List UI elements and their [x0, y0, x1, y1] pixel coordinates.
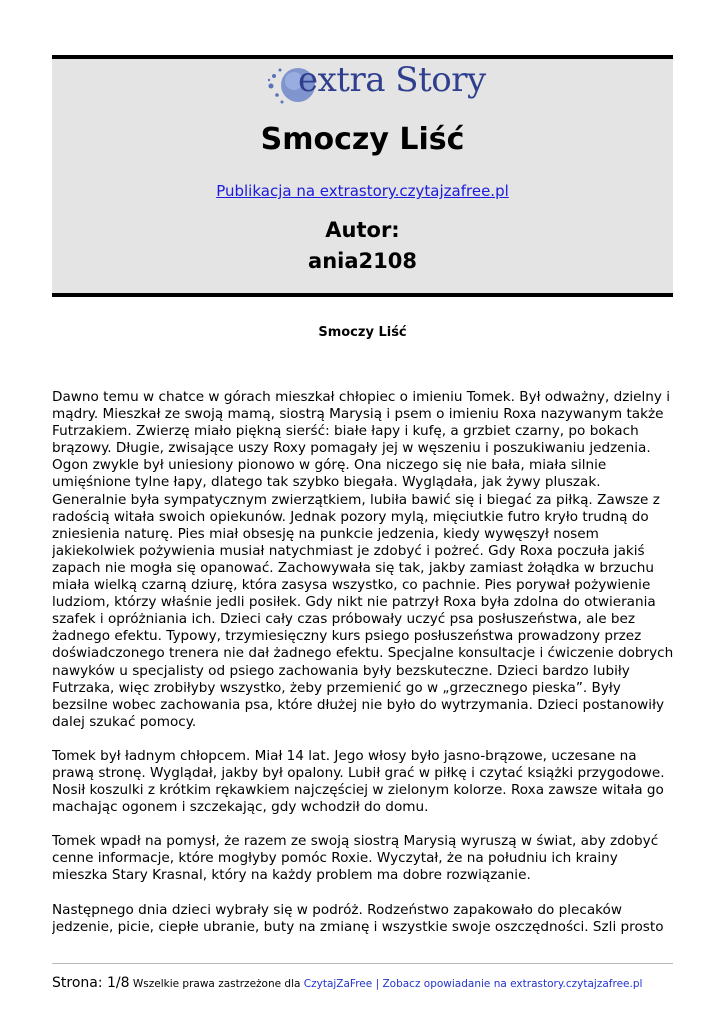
- rights-text: Wszelkie prawa zastrzeżone dla: [132, 978, 301, 990]
- footer-separator: |: [375, 978, 380, 990]
- site-name-link[interactable]: CzytajZaFree: [303, 978, 373, 990]
- story-paragraph: Tomek był ładnym chłopcem. Miał 14 lat. Jego włosy było jasno-brązowe, uczesane na prawą stronę. Wyglądał, jakby był opalony. Lubił grać w piłkę i czytać książki przygodowe. Nosił koszulki z krótkim rękawkiem najczęściej w zielonym kolorze. Roxa zawsze witała go machając ogonem i szczekając, gdy wchodził do domu.: [52, 747, 665, 816]
- extra-story-logo: [268, 60, 486, 110]
- author-name: ania2108: [308, 249, 417, 273]
- publication-link[interactable]: Publikacja na extrastory.czytajzafree.pl: [216, 182, 509, 200]
- document-title: Smoczy Liść: [260, 122, 465, 157]
- story-body: [52, 389, 674, 951]
- story-paragraph: Tomek wpadł na pomysł, że razem ze swoją siostrą Marysią wyruszą w świat, aby zdobyć cenne informacje, które mogłyby pomóc Roxie. Wyczytał, że na południu ich krainy mieszka Stary Krasnal, który na każdy problem ma dobre rozwiązanie.: [52, 833, 659, 884]
- story-paragraph: Następnego dnia dzieci wybrały się w podróż. Rodzeństwo zapakowało do plecaków jedzenie, picie, ciepłe ubranie, buty na zmianę i wszystkie swoje oszczędności. Szli prosto: [52, 901, 664, 935]
- footer-divider: [52, 963, 673, 964]
- read-story-link[interactable]: Zobacz opowiadanie na extrastory.czytajzafree.pl: [382, 978, 643, 990]
- story-paragraph: Dawno temu w chatce w górach mieszkał chłopiec o imieniu Tomek. Był odważny, dzielny i mądry. Mieszkał ze swoją mamą, siostrą Marysią i psem o imieniu Roxa nazywanym także Futrzakiem. Zwierzę miało piękną sierść: białe łapy i kufę, a grzbiet czarny, po bokach brązowy. Długie, zwisające uszy Roxy pomagały jej w węszeniu i poszukiwaniu jedzenia. Ogon zwykle był uniesiony pionowo w górę. Ona niczego się nie bała, miała silnie umięśnione tylne łapy, dlatego tak szybko biegała. Wyglądała, jak żywy pluszak. Generalnie była sympatycznym zwierzątkiem, lubiła bawić się i biegać za piłką. Zawsze z radością witała swoich opiekunów. Jednak pozory mylą, mięciutkie futro kryło trudną do zniesienia naturę. Pies miał obsesję na punkcie jedzenia, kiedy wywęszył nosem jakiekolwiek pożywienia musiał natychmiast je zdobyć i pożreć. Gdy Roxa poczuła jakiś zapach nie mogła się opanować. Zachowywała się tak, jakby zamiast żołądka w brzuchu miała wielką czarną dziurę, która zasysa wszystko, co pachnie. Pies porywał pożywienie ludziom, którzy właśnie jedli posiłek. Gdy nikt nie patrzył Roxa była zdolna do otwierania szafek i opróżniania ich. Dzieci cały czas próbowały uczyć psa posłuszeństwa, ale bez żadnego efektu. Typowy, trzymiesięczny kurs psiego posłuszeństwa prowadzony przez doświadczonego trenera nie dał żadnego efektu. Specjalne konsultacje i ćwiczenie dobrych nawyków u specjalisty od psiego zachowania były bezskuteczne. Dzieci bardzo lubiły Futrzaka, więc zrobiłyby wszystko, żeby przemienić go w „grzecznego pieska”. Były bezsilne wobec zachowania psa, które dłużej nie było do wytrzymania. Dzieci postanowiły dalej szukać pomocy.: [52, 389, 674, 730]
- page-footer: [52, 975, 692, 991]
- logo-text: extra Story: [298, 60, 486, 100]
- page-number: Strona: 1/8: [52, 975, 130, 991]
- author-label: Autor:: [325, 218, 400, 242]
- story-title: Smoczy Liść: [318, 325, 407, 340]
